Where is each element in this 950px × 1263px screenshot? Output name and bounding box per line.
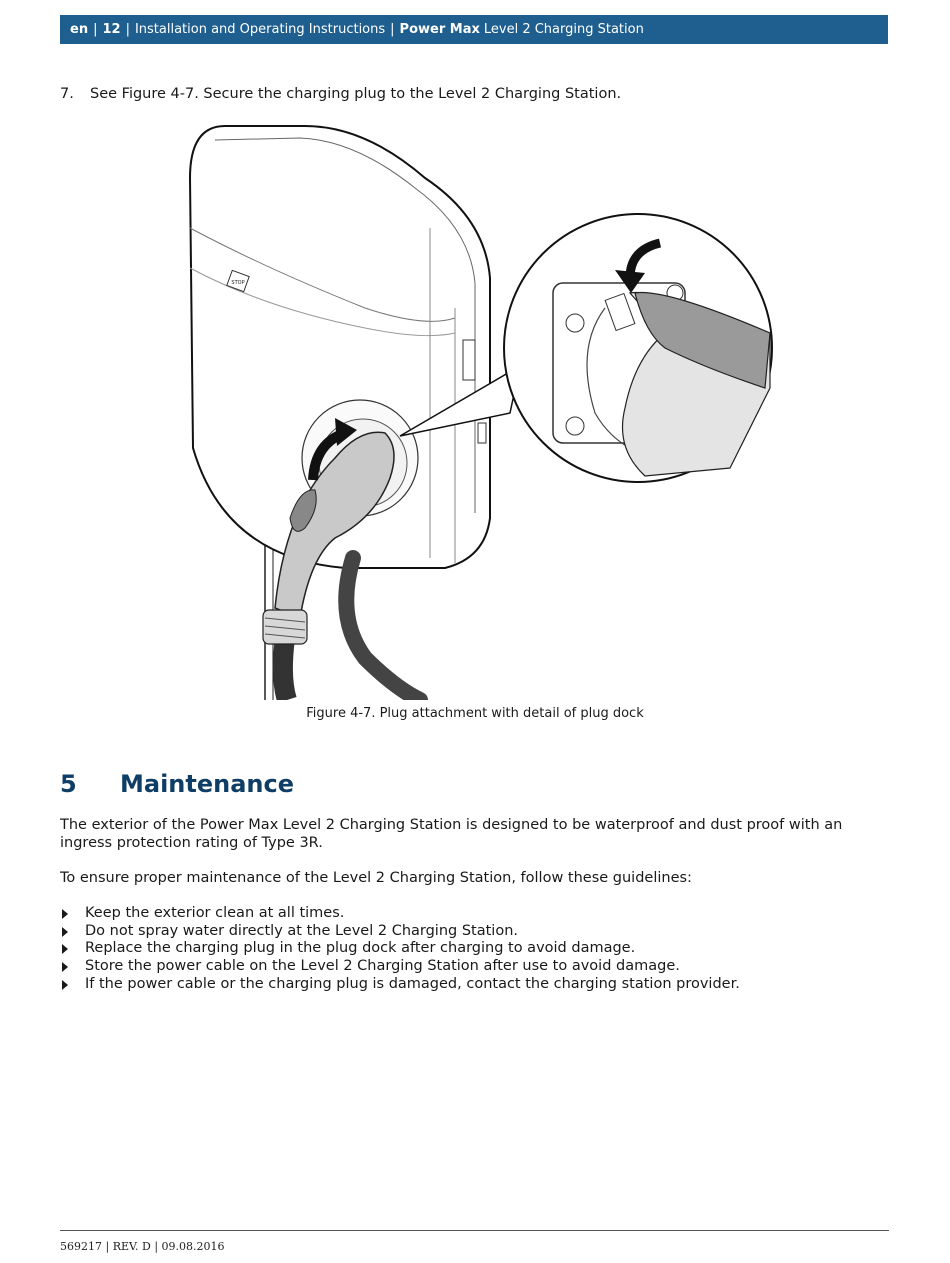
list-item-text: Store the power cable on the Level 2 Charging Station after use to avoid damage. [85, 958, 680, 975]
footer-revision: 569217 | REV. D | 09.08.2016 [60, 1240, 225, 1253]
header-product-subtitle: Level 2 Charging Station [483, 22, 644, 37]
section-title: Maintenance [120, 770, 295, 798]
list-item [60, 940, 740, 958]
list-item-text: If the power cable or the charging plug is damaged, contact the charging station provider. [85, 975, 740, 992]
guidelines-list [60, 905, 740, 994]
list-item [60, 905, 740, 923]
bullet-triangle-icon [62, 980, 68, 990]
list-item [60, 923, 740, 941]
header-language: en [70, 22, 89, 37]
bullet-triangle-icon [62, 909, 68, 919]
paragraph: To ensure proper maintenance of the Level 2 Charging Station, follow these guidelines: [60, 870, 692, 886]
paragraph: The exterior of the Power Max Level 2 Charging Station is designed to be waterproof and dust proof with an ingress protection rating of Type 3R. [60, 817, 843, 851]
header-separator: | [93, 22, 98, 37]
header-separator: | [390, 22, 395, 37]
list-item [60, 958, 740, 976]
step-instruction [60, 86, 621, 102]
stop-button-label: STOP [231, 280, 245, 286]
header-separator: | [125, 22, 130, 37]
header-product-name: Power Max [399, 22, 480, 37]
footer-divider [60, 1230, 889, 1231]
list-item-text: Keep the exterior clean at all times. [85, 905, 345, 921]
section-number: 5 [60, 770, 77, 798]
charging-station-illustration [185, 118, 780, 700]
bullet-triangle-icon [62, 944, 68, 954]
bullet-triangle-icon [62, 927, 68, 937]
list-item-text: Do not spray water directly at the Level 2 Charging Station. [85, 922, 518, 939]
step-number: 7. [60, 86, 74, 102]
list-item [60, 976, 740, 994]
section-heading [60, 770, 294, 798]
list-item-text: Replace the charging plug in the plug dock after charging to avoid damage. [85, 940, 636, 957]
figure-caption: Figure 4-7. Plug attachment with detail of plug dock [306, 706, 644, 721]
page-header-bar [60, 15, 888, 44]
header-doc-title: Installation and Operating Instructions [134, 22, 386, 37]
figure-illustration [185, 118, 780, 700]
step-text: See Figure 4-7. Secure the charging plug to the Level 2 Charging Station. [90, 86, 622, 102]
header-page-number: 12 [102, 22, 121, 37]
bullet-triangle-icon [62, 962, 68, 972]
